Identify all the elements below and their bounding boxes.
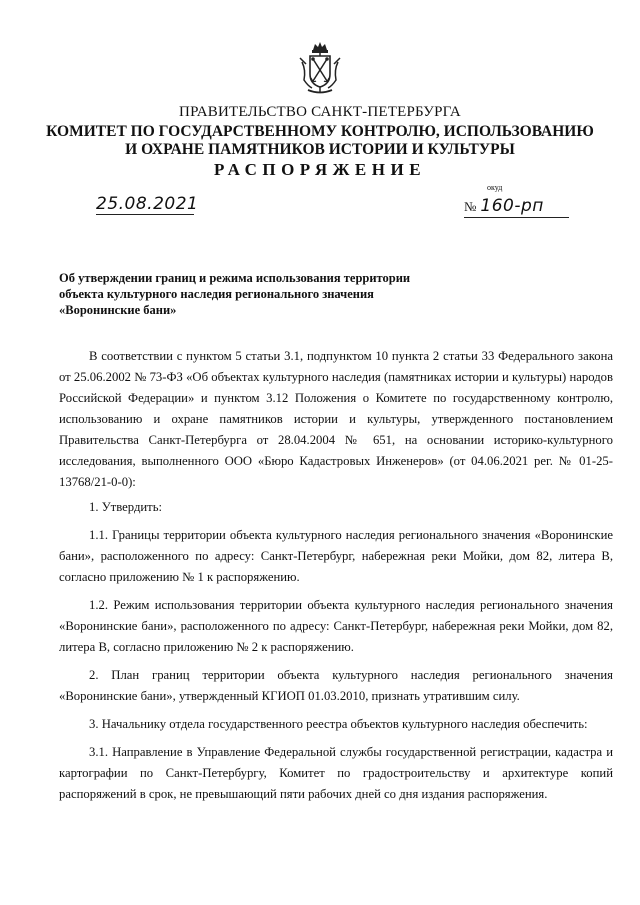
- paragraph-3-1: 3.1. Направление в Управление Федеральной службы государственной регистрации, кадастра и картографии по Санкт-Петербургу, Комитет по градостроительству и архитектуре копий распоряжений в срок, не превышающий пяти рабочих дней со дня издания распоряжения.: [59, 745, 613, 801]
- paragraph-1: 1. Утвердить:: [89, 500, 163, 514]
- subject-line-3: «Воронинские бани»: [59, 303, 177, 317]
- paragraph-3: 3. Начальнику отдела государственного реестра объектов культурного наследия обеспечить:: [89, 717, 588, 731]
- committee-line-1: КОМИТЕТ ПО ГОСУДАРСТВЕННОМУ КОНТРОЛЮ, ИСПОЛЬЗОВАНИЮ: [46, 123, 594, 140]
- document-body: [59, 346, 613, 812]
- committee-name: [0, 123, 640, 159]
- subject-line-2: объекта культурного наследия регионального значения: [59, 287, 374, 301]
- committee-line-2: И ОХРАНЕ ПАМЯТНИКОВ ИСТОРИИ И КУЛЬТУРЫ: [125, 141, 515, 158]
- okud-label: окуд: [487, 183, 503, 192]
- document-number-field: [464, 196, 569, 218]
- document-subject: [59, 270, 479, 318]
- document-type: РАСПОРЯЖЕНИЕ: [213, 160, 427, 179]
- paragraph-preamble: В соответствии с пунктом 5 статьи 3.1, подпунктом 10 пункта 2 статьи 33 Федерального закона от 25.06.2002 № 73-ФЗ «Об объектах культурного наследия (памятниках истории и культуры) народов Российской Федерации» и пунктом 3.12 Положения о Комитете по государственному контролю, использованию и охране памятников истории и культуры, утвержденного постановлением Правительства Санкт-Петербурга от 28.04.2004 № 651, на основании историко-культурного исследования, выполненного ООО «Бюро Кадастровых Инженеров» (от 04.06.2021 рег. № 01-25-13768/21-0-0):: [59, 349, 613, 489]
- paragraph-2: 2. План границ территории объекта культурного наследия регионального значения «Воронинские бани», утвержденный КГИОП 01.03.2010, признать утратившим силу.: [59, 668, 613, 703]
- document-number: 160-рп: [480, 196, 544, 216]
- coat-of-arms-icon: [298, 40, 342, 96]
- government-name: ПРАВИТЕЛЬСТВО САНКТ-ПЕТЕРБУРГА: [179, 104, 461, 120]
- document-date: 25.08.2021: [96, 194, 199, 214]
- paragraph-1-2: 1.2. Режим использования территории объекта культурного наследия регионального значения «Воронинские бани», расположенного по адресу: Санкт-Петербург, набережная реки Мойки, дом 82, литера В, согласно приложению № 2 к распоряжению.: [59, 598, 613, 654]
- paragraph-1-1: 1.1. Границы территории объекта культурного наследия регионального значения «Воронинские бани», расположенного по адресу: Санкт-Петербург, набережная реки Мойки, дом 82, литера В, согласно приложению № 1 к распоряжению.: [59, 528, 613, 584]
- subject-line-1: Об утверждении границ и режима использования территории: [59, 271, 411, 285]
- number-sign: №: [464, 199, 477, 214]
